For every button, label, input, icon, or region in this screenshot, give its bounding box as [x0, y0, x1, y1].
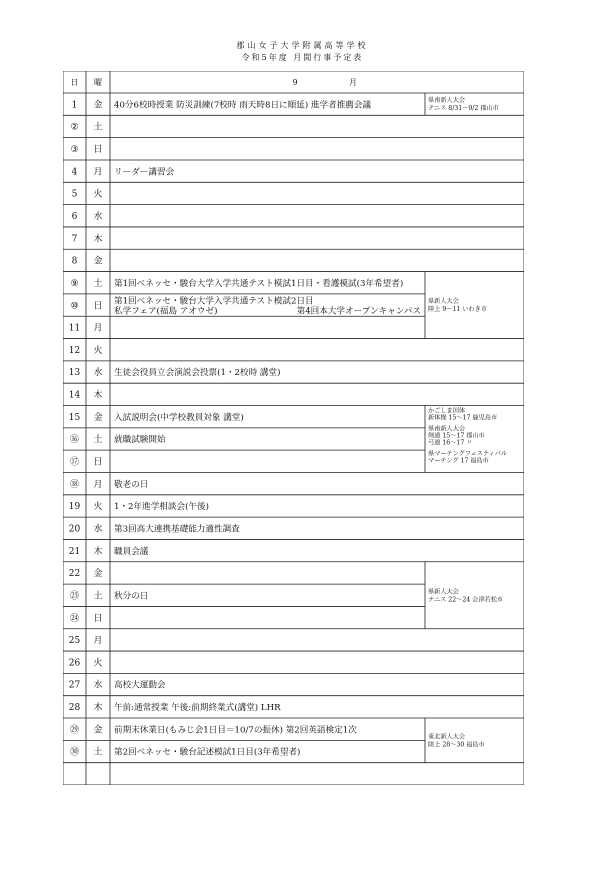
side-note-7: 東北新人大会	[428, 733, 466, 741]
cell-weekday: 水	[93, 211, 103, 222]
cell-date: 20	[68, 524, 81, 535]
cell-weekday: 火	[93, 658, 103, 669]
cell-event: リーダー講習会	[114, 167, 175, 178]
cell-date: 4	[71, 167, 78, 178]
side-note-4: 県南新人大会	[428, 425, 466, 433]
cell-date: ⑩	[70, 301, 79, 312]
side-note-4: 剣道 15～17 郡山市	[428, 432, 485, 440]
cell-date: ②	[70, 122, 79, 133]
side-note-6: テニス 22～24 会津若松市	[428, 596, 504, 604]
cell-weekday: 日	[93, 457, 103, 468]
cell-event-right: 第4回本大学オープンキャンパス	[296, 306, 421, 317]
cell-date: 12	[68, 345, 81, 356]
month-suffix: 月	[349, 78, 357, 87]
cell-event: 第3回高大連携基礎能力適性調査	[114, 524, 240, 535]
cell-weekday: 木	[93, 703, 103, 714]
side-note-1: 県南新人大会	[428, 97, 466, 105]
cell-date: 22	[68, 569, 81, 580]
cell-event: 秋分の日	[114, 591, 149, 602]
cell-event: 就職試験開始	[114, 435, 166, 446]
cell-weekday: 日	[93, 145, 103, 156]
cell-weekday: 土	[93, 747, 103, 758]
cell-date: ⑱	[69, 479, 80, 490]
cell-weekday: 月	[93, 167, 103, 178]
cell-weekday: 月	[93, 323, 103, 334]
cell-weekday: 火	[93, 502, 103, 513]
month-number: 9	[292, 78, 298, 87]
cell-weekday: 土	[93, 591, 103, 602]
cell-weekday: 日	[93, 301, 103, 312]
column-header-weekday: 曜	[94, 78, 102, 87]
side-note-3: かごしま国体	[428, 407, 466, 415]
cell-date: 26	[68, 658, 81, 669]
calendar-table	[63, 71, 524, 785]
cell-date: ㉓	[69, 591, 80, 602]
side-note-5: 県マーチングフェスティバル	[428, 450, 508, 458]
cell-weekday: 金	[93, 569, 103, 580]
cell-weekday: 月	[93, 636, 103, 647]
cell-event: 午前:通常授業 午後:前期終業式(講堂) LHR	[114, 703, 281, 714]
cell-weekday: 月	[93, 479, 103, 490]
cell-weekday: 木	[93, 546, 103, 557]
cell-event: 生徒会役員立会演説会投票(1・2校時 講堂)	[114, 368, 281, 379]
cell-weekday: 水	[93, 524, 103, 535]
cell-date: 25	[68, 636, 81, 647]
cell-date: ⑰	[69, 457, 80, 468]
cell-weekday: 土	[93, 278, 103, 289]
cell-weekday: 金	[93, 412, 103, 423]
cell-weekday: 木	[93, 234, 103, 245]
cell-date: ⑨	[70, 278, 79, 289]
cell-date: ③	[70, 145, 79, 156]
cell-event: 職員会議	[114, 546, 149, 557]
cell-weekday: 金	[93, 725, 103, 736]
cell-date: 13	[68, 368, 81, 379]
side-note-7: 陸上 28～30 福島市	[428, 741, 485, 749]
cell-date: 11	[68, 323, 81, 334]
cell-weekday: 水	[93, 368, 103, 379]
cell-weekday: 土	[93, 435, 103, 446]
cell-event: 高校大運動会	[114, 680, 166, 691]
cell-date: 1	[71, 100, 78, 111]
cell-event: 入試説明会(中学校教員対象 講堂)	[114, 412, 244, 423]
cell-date: ㉔	[69, 613, 80, 624]
page-title: 令和5年度 月間行事予定表	[241, 53, 364, 62]
cell-event: 前期末休業日(もみじ会1日目＝10/7の振休) 第2回英語検定1次	[114, 725, 357, 736]
side-note-3: 新体操 15～17 鹿児島市	[428, 414, 498, 422]
cell-weekday: 火	[93, 345, 103, 356]
cell-event: 1・2年進学相談会(午後)	[114, 502, 209, 513]
cell-date: 7	[71, 234, 78, 245]
cell-event: 第1回ベネッセ・駿台大学入学共通テスト模試2日目	[114, 296, 314, 307]
cell-event: 第1回ベネッセ・駿台大学入学共通テスト模試1日目・看護模試(3年希望者)	[114, 278, 404, 289]
side-note-4: 弓道 16～17 〃	[428, 439, 473, 447]
cell-date: 14	[68, 390, 81, 401]
cell-date: 5	[71, 189, 78, 200]
cell-weekday: 火	[93, 189, 103, 200]
side-note-2: 陸上 9～11 いわき市	[428, 306, 488, 314]
cell-date: ㉙	[69, 725, 80, 736]
cell-weekday: 水	[93, 680, 103, 691]
cell-date: ⑯	[69, 435, 80, 446]
cell-date: 15	[68, 412, 81, 423]
cell-date: ㉚	[69, 747, 80, 758]
school-name: 郡山女子大学附属高等学校	[236, 41, 369, 50]
cell-event: 40分6校時授業 防災訓練(7校時 雨天時8日に順延) 進学者推薦会議	[114, 100, 372, 111]
cell-weekday: 金	[93, 100, 103, 111]
side-note-5: マーチング 17 福島市	[428, 457, 489, 465]
side-note-1: テニス 8/31～9/2 郡山市	[428, 105, 499, 113]
cell-weekday: 日	[93, 613, 103, 624]
cell-event: 第2回ベネッセ・駿台記述模試1日目(3年希望者)	[114, 747, 301, 758]
cell-event: 敬老の日	[114, 479, 149, 490]
cell-weekday: 金	[93, 256, 103, 267]
cell-date: 27	[68, 680, 81, 691]
cell-weekday: 木	[93, 390, 103, 401]
side-note-6: 県新人大会	[428, 588, 459, 596]
cell-date: 8	[71, 256, 78, 267]
column-header-date: 日	[70, 78, 79, 87]
cell-event: 私学フェア(福島 アオウゼ)	[114, 306, 218, 317]
cell-date: 6	[71, 211, 78, 222]
cell-weekday: 土	[93, 122, 103, 133]
cell-date: 19	[68, 502, 81, 513]
cell-date: 28	[68, 703, 81, 714]
cell-date: 21	[68, 546, 81, 557]
side-note-2: 県新人大会	[428, 298, 459, 306]
